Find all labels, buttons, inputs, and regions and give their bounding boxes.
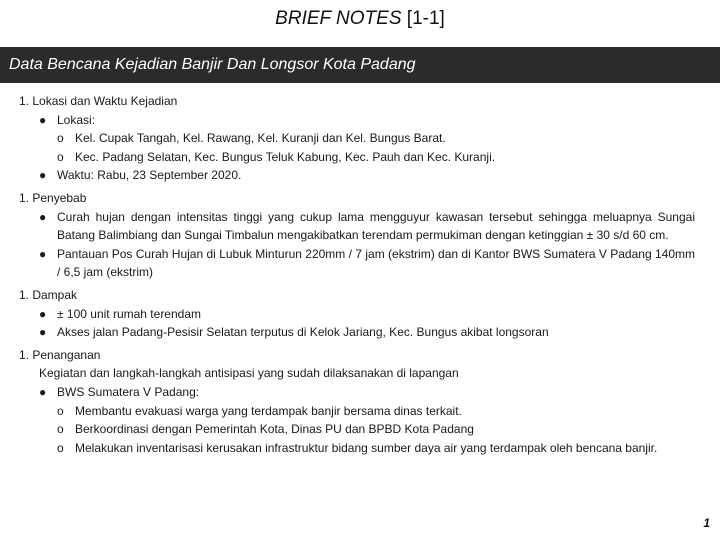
bullet-marker: ● xyxy=(39,306,47,321)
bws-item: Berkoordinasi dengan Pemerintah Kota, Dinas PU dan BPBD Kota Padang xyxy=(75,422,474,437)
lokasi-label: Lokasi: xyxy=(57,112,96,127)
bws-item: Membantu evakuasi warga yang terdampak banjir bersama dinas terkait. xyxy=(75,403,462,418)
dampak-item: ± 100 unit rumah terendam xyxy=(57,306,201,321)
list-item xyxy=(19,402,695,421)
list-item xyxy=(19,439,695,458)
sub-marker: o xyxy=(57,403,64,418)
penyebab-item: Curah hujan dengan intensitas tinggi yang cukup lama mengguyur kawasan tersebut sehingga meluapnya Sungai Batang Balimbiang dan Sungai Timbalun mengakibatkan terendam permukiman dengan ketinggian ± 30 s/d 60 cm. xyxy=(57,209,695,243)
bws-label: BWS Sumatera V Padang: xyxy=(57,384,200,399)
penanganan-intro: Kegiatan dan langkah-langkah antisipasi yang sudah dilaksanakan di lapangan xyxy=(39,366,459,381)
bullet-marker: ● xyxy=(39,112,47,127)
section-heading: 1. Lokasi dan Waktu Kejadian xyxy=(19,94,178,108)
penyebab-item: Pantauan Pos Curah Hujan di Lubuk Minturun 220mm / 7 jam (ekstrim) dan di Kantor BWS Sumatera V Padang 140mm / 6,5 jam (ekstrim) xyxy=(57,246,695,280)
list-item xyxy=(19,111,695,130)
list-item xyxy=(19,208,695,245)
section-penyebab xyxy=(19,189,695,282)
sub-marker: o xyxy=(57,422,64,437)
bullet-marker: ● xyxy=(39,384,47,399)
list-item xyxy=(19,129,695,148)
section-dampak xyxy=(19,286,695,342)
lokasi-item: Kel. Cupak Tangah, Kel. Rawang, Kel. Kuranji dan Kel. Bungus Barat. xyxy=(75,131,446,146)
list-item xyxy=(19,166,695,185)
notes-content xyxy=(19,92,695,457)
list-item xyxy=(19,305,695,324)
title-italic: BRIEF NOTES xyxy=(275,8,402,29)
sub-marker: o xyxy=(57,440,64,455)
bullet-marker: ● xyxy=(39,168,47,183)
list-item xyxy=(19,245,695,282)
section-heading: 1. Penyebab xyxy=(19,190,87,205)
waktu-text: Waktu: Rabu, 23 September 2020. xyxy=(57,168,242,183)
title-suffix: [1-1] xyxy=(401,8,445,29)
list-item xyxy=(19,420,695,439)
sub-marker: o xyxy=(57,149,64,164)
dampak-item: Akses jalan Padang-Pesisir Selatan terputus di Kelok Jariang, Kec. Bungus akibat longsoran xyxy=(57,325,549,340)
bullet-marker: ● xyxy=(39,246,47,261)
section-heading: 1. Dampak xyxy=(19,287,78,302)
section-banner: Data Bencana Kejadian Banjir Dan Longsor Kota Padang xyxy=(0,47,720,83)
sub-marker: o xyxy=(57,131,64,146)
bullet-marker: ● xyxy=(39,325,47,340)
list-item xyxy=(19,148,695,167)
list-item xyxy=(19,323,695,342)
bullet-marker: ● xyxy=(39,209,47,224)
section-penanganan xyxy=(19,346,695,458)
bws-item: Melakukan inventarisasi kerusakan infrastruktur bidang sumber daya air yang terdampak oleh bencana banjir. xyxy=(75,440,658,455)
page-number: 1 xyxy=(703,516,710,530)
section-lokasi-waktu xyxy=(19,92,695,185)
list-item xyxy=(19,383,695,402)
page-title xyxy=(0,8,720,30)
lokasi-item: Kec. Padang Selatan, Kec. Bungus Teluk Kabung, Kec. Pauh dan Kec. Kuranji. xyxy=(75,149,496,164)
section-heading: 1. Penanganan xyxy=(19,347,101,362)
